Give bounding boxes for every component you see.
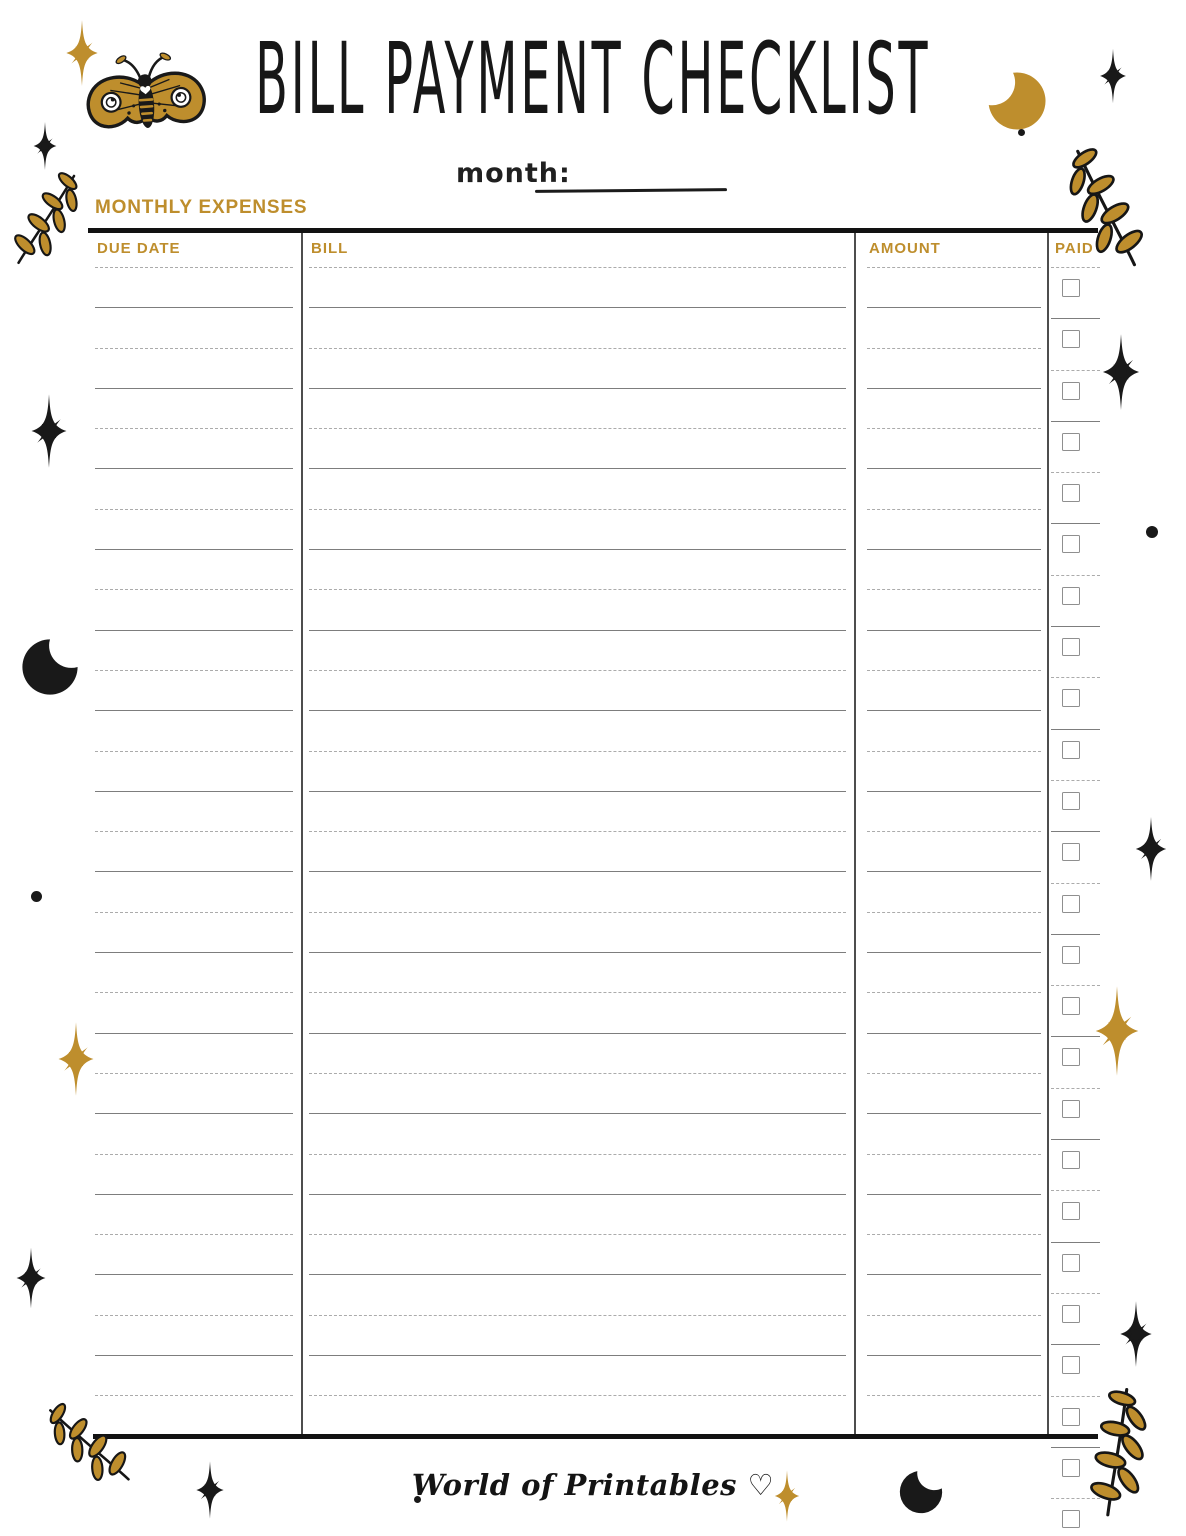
paid-checkbox[interactable] — [1062, 484, 1080, 502]
bill-cell[interactable] — [309, 1396, 846, 1436]
amount-cell[interactable] — [867, 832, 1041, 872]
due-date-cell[interactable] — [95, 1114, 293, 1154]
paid-checkbox[interactable] — [1062, 279, 1080, 297]
footer — [0, 1468, 1186, 1502]
amount-cell[interactable] — [867, 1034, 1041, 1074]
amount-cell[interactable] — [867, 913, 1041, 953]
amount-cell[interactable] — [867, 429, 1041, 469]
paid-cell — [1051, 279, 1100, 319]
paid-cell — [1051, 535, 1100, 575]
amount-cell[interactable] — [867, 1356, 1041, 1396]
due-date-cell[interactable] — [95, 268, 293, 308]
bill-cell[interactable] — [309, 550, 846, 590]
paid-checkbox[interactable] — [1062, 1305, 1080, 1323]
column-bill — [309, 233, 846, 1437]
paid-checkbox[interactable] — [1062, 382, 1080, 400]
sparkle-icon — [26, 394, 72, 468]
amount-cell[interactable] — [867, 631, 1041, 671]
bill-cell[interactable] — [309, 913, 846, 953]
amount-cells — [867, 268, 1041, 1437]
bill-cell[interactable] — [309, 671, 846, 711]
due-date-cell[interactable] — [95, 550, 293, 590]
due-date-cell[interactable] — [95, 872, 293, 912]
amount-cell[interactable] — [867, 1155, 1041, 1195]
amount-cell[interactable] — [867, 1195, 1041, 1235]
amount-cell[interactable] — [867, 993, 1041, 1033]
bill-cell[interactable] — [309, 1316, 846, 1356]
due-date-cell[interactable] — [95, 1235, 293, 1275]
due-date-cell[interactable] — [95, 832, 293, 872]
due-date-cell[interactable] — [95, 913, 293, 953]
paid-cell — [1051, 1254, 1100, 1294]
paid-cell — [1051, 587, 1100, 627]
column-paid — [1051, 233, 1100, 1437]
amount-cell[interactable] — [867, 469, 1041, 509]
due-date-cell[interactable] — [95, 631, 293, 671]
amount-cell[interactable] — [867, 792, 1041, 832]
month-label: month: — [456, 158, 571, 189]
paid-checkbox[interactable] — [1062, 1254, 1080, 1272]
paid-cell — [1051, 1151, 1100, 1191]
dot-icon — [1018, 129, 1025, 136]
column-divider — [854, 233, 856, 1435]
paid-cell — [1051, 792, 1100, 832]
amount-cell[interactable] — [867, 752, 1041, 792]
paid-header: PAID — [1051, 233, 1100, 268]
sparkle-icon — [1097, 334, 1145, 410]
bill-cell[interactable] — [309, 510, 846, 550]
table-bottom-border — [93, 1434, 1098, 1439]
monthly-expenses-table — [88, 228, 1100, 1439]
bill-cell[interactable] — [309, 792, 846, 832]
laurel-branch-icon — [11, 163, 94, 278]
bill-cell[interactable] — [309, 953, 846, 993]
paid-checkbox[interactable] — [1062, 1356, 1080, 1374]
due-date-cell[interactable] — [95, 1074, 293, 1114]
page-title — [0, 21, 1186, 137]
page-title-text: BILL PAYMENT CHECKLIST — [255, 21, 931, 137]
sparkle-icon — [12, 1247, 50, 1309]
amount-cell[interactable] — [867, 389, 1041, 429]
bill-cell[interactable] — [309, 1155, 846, 1195]
due-date-cell[interactable] — [95, 953, 293, 993]
due-date-cell[interactable] — [95, 671, 293, 711]
paid-cell — [1051, 946, 1100, 986]
due-date-cell[interactable] — [95, 308, 293, 348]
bill-cell[interactable] — [309, 429, 846, 469]
amount-cell[interactable] — [867, 510, 1041, 550]
paid-cell — [1051, 1305, 1100, 1345]
paid-checkbox[interactable] — [1062, 843, 1080, 861]
month-input-line[interactable] — [535, 188, 727, 192]
paid-checkbox[interactable] — [1062, 1100, 1080, 1118]
bill-cell[interactable] — [309, 469, 846, 509]
paid-cell — [1051, 1100, 1100, 1140]
paid-checkbox[interactable] — [1062, 587, 1080, 605]
column-divider — [1047, 233, 1049, 1435]
due-date-cell[interactable] — [95, 792, 293, 832]
due-date-cells — [95, 268, 293, 1437]
sparkle-icon — [771, 1468, 803, 1524]
bill-cell[interactable] — [309, 752, 846, 792]
paid-cell — [1051, 382, 1100, 422]
amount-cell[interactable] — [867, 711, 1041, 751]
due-date-cell[interactable] — [95, 1275, 293, 1315]
bill-cell[interactable] — [309, 1235, 846, 1275]
amount-cell[interactable] — [867, 550, 1041, 590]
bill-cell[interactable] — [309, 1356, 846, 1396]
bill-cell[interactable] — [309, 832, 846, 872]
due-date-header: DUE DATE — [95, 233, 293, 268]
paid-cell — [1051, 741, 1100, 781]
paid-cell — [1051, 1048, 1100, 1088]
due-date-cell[interactable] — [95, 469, 293, 509]
paid-checkbox[interactable] — [1062, 330, 1080, 348]
paid-checkbox[interactable] — [1062, 946, 1080, 964]
paid-checkbox[interactable] — [1062, 792, 1080, 810]
bill-cell[interactable] — [309, 349, 846, 389]
due-date-cell[interactable] — [95, 1155, 293, 1195]
amount-cell[interactable] — [867, 308, 1041, 348]
paid-cell — [1051, 433, 1100, 473]
due-date-cell[interactable] — [95, 1195, 293, 1235]
due-date-cell[interactable] — [95, 752, 293, 792]
paid-cell — [1051, 1510, 1100, 1536]
dot-icon — [31, 891, 42, 902]
paid-checkbox[interactable] — [1062, 638, 1080, 656]
bill-cell[interactable] — [309, 711, 846, 751]
paid-checkbox[interactable] — [1062, 741, 1080, 759]
bill-cell[interactable] — [309, 389, 846, 429]
paid-checkbox[interactable] — [1062, 895, 1080, 913]
paid-cell — [1051, 843, 1100, 883]
crescent-moon-icon — [20, 636, 80, 698]
paid-checkbox[interactable] — [1062, 689, 1080, 707]
crescent-moon-icon — [894, 1464, 948, 1519]
bill-cell[interactable] — [309, 1114, 846, 1154]
bill-cell[interactable] — [309, 1275, 846, 1315]
amount-cell[interactable] — [867, 1074, 1041, 1114]
paid-checkbox[interactable] — [1062, 1048, 1080, 1066]
amount-cell[interactable] — [867, 671, 1041, 711]
paid-checkbox[interactable] — [1062, 433, 1080, 451]
amount-cell[interactable] — [867, 1316, 1041, 1356]
due-date-cell[interactable] — [95, 1316, 293, 1356]
bill-cell[interactable] — [309, 993, 846, 1033]
dot-icon — [1146, 526, 1158, 538]
due-date-cell[interactable] — [95, 590, 293, 630]
amount-cell[interactable] — [867, 953, 1041, 993]
amount-cell[interactable] — [867, 268, 1041, 308]
amount-cell[interactable] — [867, 1275, 1041, 1315]
bill-cell[interactable] — [309, 1074, 846, 1114]
amount-cell[interactable] — [867, 1396, 1041, 1436]
paid-cell — [1051, 484, 1100, 524]
due-date-cell[interactable] — [95, 993, 293, 1033]
bill-cell[interactable] — [309, 590, 846, 630]
bill-header: BILL — [309, 233, 846, 268]
sparkle-icon — [1130, 817, 1172, 881]
paid-cell — [1051, 1356, 1100, 1396]
section-label: MONTHLY EXPENSES — [95, 197, 308, 218]
amount-cell[interactable] — [867, 349, 1041, 389]
paid-cell — [1051, 638, 1100, 678]
paid-cell — [1051, 1202, 1100, 1242]
bill-cell[interactable] — [309, 631, 846, 671]
amount-cell[interactable] — [867, 590, 1041, 630]
paid-cell — [1051, 895, 1100, 935]
column-due-date — [95, 233, 293, 1437]
due-date-cell[interactable] — [95, 1034, 293, 1074]
due-date-cell[interactable] — [95, 389, 293, 429]
bill-cell[interactable] — [309, 308, 846, 348]
bill-cell[interactable] — [309, 268, 846, 308]
paid-cell — [1051, 997, 1100, 1037]
bill-cell[interactable] — [309, 1195, 846, 1235]
amount-cell[interactable] — [867, 1114, 1041, 1154]
due-date-cell[interactable] — [95, 510, 293, 550]
paid-checkbox[interactable] — [1062, 997, 1080, 1015]
paid-cell — [1051, 689, 1100, 729]
amount-cell[interactable] — [867, 1235, 1041, 1275]
column-divider — [301, 233, 303, 1435]
bill-cell[interactable] — [309, 1034, 846, 1074]
amount-cell[interactable] — [867, 872, 1041, 912]
paid-checkbox[interactable] — [1062, 535, 1080, 553]
paid-cells — [1051, 279, 1100, 1536]
sparkle-icon — [1114, 1301, 1158, 1367]
paid-checkbox[interactable] — [1062, 1151, 1080, 1169]
footer-brand: World of Printables ♡ — [411, 1468, 775, 1502]
column-amount — [867, 233, 1041, 1437]
paid-checkbox[interactable] — [1062, 1510, 1080, 1528]
due-date-cell[interactable] — [95, 349, 293, 389]
due-date-cell[interactable] — [95, 711, 293, 751]
due-date-cell[interactable] — [95, 1356, 293, 1396]
bill-cell[interactable] — [309, 872, 846, 912]
bill-cells — [309, 268, 846, 1437]
amount-header: AMOUNT — [867, 233, 1041, 268]
paid-cell — [1051, 330, 1100, 370]
paid-checkbox[interactable] — [1062, 1202, 1080, 1220]
due-date-cell[interactable] — [95, 429, 293, 469]
